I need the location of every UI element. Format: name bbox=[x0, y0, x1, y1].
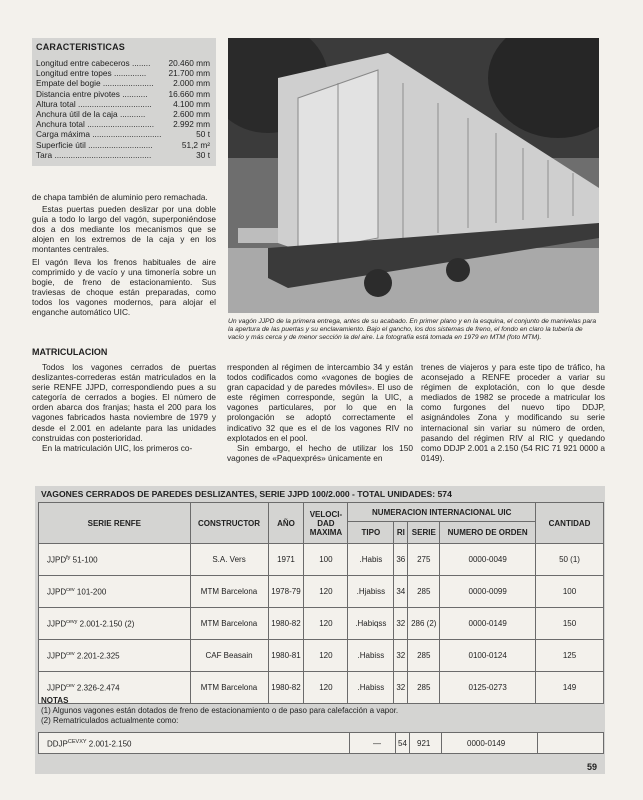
cell-velocidad: 120 bbox=[304, 608, 348, 640]
paragraph: En la matriculación UIC, los primeros co- bbox=[42, 442, 193, 453]
spec-rows bbox=[36, 58, 210, 160]
photo-caption: Un vagón JJPD de la primera entrega, antes de su acabado. En primer plano y en la esquina, el conjunto de manivelas para la apertura de las puertas y su enclavamiento. Bajo el gancho, los dos sistemas de freno, el fondo en claro la tubería de vacío y más cerca y de menor sección la del aire. La fotografía está tomada en 1979 en MTM (foto MTM). bbox=[228, 318, 597, 342]
cell-velocidad: 120 bbox=[304, 640, 348, 672]
spec-label: Altura total ................................ bbox=[36, 98, 152, 109]
note-line: (2) Rematriculados actualmente como: bbox=[41, 716, 179, 725]
cell-serie-uic: 285 bbox=[408, 640, 440, 672]
cell-tipo: .Hjabiss bbox=[348, 576, 394, 608]
renumbered-orden: 0000-0149 bbox=[467, 739, 506, 748]
cell-velocidad: 120 bbox=[304, 576, 348, 608]
cell-cantidad: 50 (1) bbox=[536, 544, 604, 576]
note-line: (1) Algunos vagones están dotados de freno de estacionamiento o de paso para calefacción a vapor. bbox=[41, 706, 399, 715]
paragraph: Todos los vagones cerrados de puertas deslizantes-correderas están matriculados en la serie RENFE JJPD, correspondiendo pues a su categoría de cerrados a bogies. El número de orden abarca dos franjas; hasta el 200 para los vagones fabricados hasta noviembre de 1979 y desde el 2.001 en adelante para las unidades construidas con posterioridad. bbox=[32, 362, 216, 443]
spec-row bbox=[36, 109, 210, 119]
cell-orden: 0125-0273 bbox=[440, 672, 536, 704]
cell-cantidad: 150 bbox=[536, 608, 604, 640]
spec-value: 2.600 mm bbox=[173, 109, 210, 120]
paragraph: Estas puertas pueden deslizar por una doble guía a todo lo largo del vagón, superponiéndose dos a dos mediante los mecanismos que se alojen en los extremos de la caja y en los montantes centrales. bbox=[32, 204, 216, 255]
paragraph: de chapa también de aluminio pero remachada. bbox=[32, 192, 208, 202]
cell-anio: 1980-81 bbox=[268, 640, 304, 672]
spec-label: Empate del bogie ...................... bbox=[36, 78, 154, 89]
cell-constructor: MTM Barcelona bbox=[190, 608, 268, 640]
spec-value: 51,2 m² bbox=[181, 139, 210, 150]
table-body bbox=[39, 544, 604, 704]
body-column-upper bbox=[32, 192, 216, 319]
table-row bbox=[39, 576, 604, 608]
spec-row bbox=[36, 78, 210, 88]
section-heading: MATRICULACION bbox=[32, 347, 108, 357]
cell-tipo: .Habis bbox=[348, 544, 394, 576]
spec-box bbox=[32, 38, 216, 166]
wagon-table bbox=[38, 502, 604, 704]
cell-ri: 34 bbox=[394, 576, 408, 608]
paragraph: rresponden al régimen de intercambio 34 y están todos codificados como «vagones de bogies de gran capacidad y de paredes móviles». El uso de este régimen corresponde, según la UIC, a vagones particulares, por lo que en la prolongación se adoptó correctamente el indicativo 32 que es el de los vagones RIV no explotados en el pool. bbox=[227, 362, 413, 443]
cell-velocidad: 120 bbox=[304, 672, 348, 704]
spec-row bbox=[36, 68, 210, 78]
cell-serie-uic: 285 bbox=[408, 672, 440, 704]
spec-value: 4.100 mm bbox=[173, 98, 210, 109]
spec-value: 2.992 mm bbox=[173, 119, 210, 130]
cell-serie: $JJPD^{cevy}$ 2.001-2.150 (2) bbox=[39, 608, 191, 640]
cell-cantidad: 100 bbox=[536, 576, 604, 608]
wagon-table-box bbox=[35, 486, 605, 774]
cell-orden: 0100-0124 bbox=[440, 640, 536, 672]
renumbered-serie: $DDJP^{CEVXY}$ 2.001-2.150 bbox=[47, 739, 132, 749]
spec-value: 30 t bbox=[196, 149, 210, 160]
cell-cantidad: 125 bbox=[536, 640, 604, 672]
matric-column-2 bbox=[227, 362, 413, 463]
cell-orden: 0000-0149 bbox=[440, 608, 536, 640]
cell-serie-uic: 285 bbox=[408, 576, 440, 608]
table-row bbox=[39, 608, 604, 640]
spec-label: Longitud entre cabeceros ........ bbox=[36, 58, 151, 68]
table-row bbox=[39, 640, 604, 672]
cell-anio: 1971 bbox=[268, 544, 304, 576]
spec-label: Anchura total ............................. bbox=[36, 119, 155, 130]
spec-row bbox=[36, 119, 210, 129]
matric-column-3 bbox=[421, 362, 605, 463]
header-velocidad: VELOCI-DAD MAXIMA bbox=[304, 503, 348, 544]
header-constructor: CONSTRUCTOR bbox=[190, 503, 268, 544]
spec-title: CARACTERISTICAS bbox=[36, 42, 126, 52]
spec-value: 16.660 mm bbox=[168, 88, 210, 99]
cell-anio: 1980-82 bbox=[268, 608, 304, 640]
spec-row bbox=[36, 150, 210, 160]
cell-anio: 1980-82 bbox=[268, 672, 304, 704]
cell-constructor: CAF Beasain bbox=[190, 640, 268, 672]
renumbered-tipo: — bbox=[373, 739, 381, 748]
wagon-photo bbox=[228, 38, 599, 313]
cell-serie-uic: 286 (2) bbox=[408, 608, 440, 640]
spec-label: Superficie útil ............................ bbox=[36, 139, 153, 150]
header-cantidad: CANTIDAD bbox=[536, 503, 604, 544]
spec-label: Longitud entre topes .............. bbox=[36, 68, 147, 79]
renumbered-serie-uic: 921 bbox=[417, 739, 431, 748]
header-orden: NUMERO DE ORDEN bbox=[440, 522, 536, 544]
table-row bbox=[39, 544, 604, 576]
cell-ri: 32 bbox=[394, 672, 408, 704]
spec-value: 20.460 mm bbox=[168, 58, 210, 68]
cell-tipo: .Habiss bbox=[348, 672, 394, 704]
cell-serie-uic: 275 bbox=[408, 544, 440, 576]
spec-label: Tara .......................................... bbox=[36, 149, 152, 160]
header-serie-uic: SERIE bbox=[408, 522, 440, 544]
cell-tipo: .Habiss bbox=[348, 640, 394, 672]
renumbered-row bbox=[38, 732, 604, 754]
notes-title: NOTAS bbox=[41, 696, 69, 705]
cell-cantidad: 149 bbox=[536, 672, 604, 704]
page-number: 59 bbox=[587, 762, 598, 772]
spec-label: Carga máxima .............................. bbox=[36, 129, 162, 140]
cell-serie: $JJPD^{cev}$ 101-200 bbox=[39, 576, 191, 608]
cell-orden: 0000-0099 bbox=[440, 576, 536, 608]
cell-tipo: .Habiqss bbox=[348, 608, 394, 640]
cell-constructor: MTM Barcelona bbox=[190, 672, 268, 704]
spec-row bbox=[36, 89, 210, 99]
spec-row bbox=[36, 129, 210, 139]
spec-label: Anchura útil de la caja ........... bbox=[36, 109, 146, 120]
cell-constructor: MTM Barcelona bbox=[190, 576, 268, 608]
header-numeracion: NUMERACION INTERNACIONAL UIC bbox=[348, 503, 536, 522]
header-ri: RI bbox=[394, 522, 408, 544]
spec-value: 2.000 mm bbox=[173, 78, 210, 89]
spec-row bbox=[36, 140, 210, 150]
notes bbox=[41, 696, 398, 726]
cell-ri: 32 bbox=[394, 608, 408, 640]
cell-orden: 0000-0049 bbox=[440, 544, 536, 576]
table-title: VAGONES CERRADOS DE PAREDES DESLIZANTES, SERIE JJPD 100/2.000 - TOTAL UNIDADES: 574 bbox=[41, 489, 452, 499]
spec-row bbox=[36, 58, 210, 68]
header-anio: AÑO bbox=[268, 503, 304, 544]
renumbered-ri: 54 bbox=[398, 739, 407, 748]
cell-anio: 1978-79 bbox=[268, 576, 304, 608]
cell-velocidad: 100 bbox=[304, 544, 348, 576]
cell-ri: 32 bbox=[394, 640, 408, 672]
spec-label: Distancia entre pivotes ........... bbox=[36, 88, 148, 99]
header-serie: SERIE RENFE bbox=[39, 503, 191, 544]
header-tipo: TIPO bbox=[348, 522, 394, 544]
spec-row bbox=[36, 99, 210, 109]
cell-serie: $JJPD^{fy}$ 51-100 bbox=[39, 544, 191, 576]
spec-value: 50 t bbox=[196, 129, 210, 140]
matric-column-1 bbox=[32, 362, 216, 453]
paragraph: trenes de viajeros y para este tipo de tráfico, ha aconsejado a RENFE proceder a variar su régimen de explotación, con lo que desde mediados de 1982 se procede a matricular los como furgones del nuevo tipo DDJP, asignándoles Zona y modificando su serie internacional sin variar su número de orden, pasando del régimen RIV al RIC y quedando como DDJP 2.001 a 2.150 (54 RIC 71 921 0000 a 0149). bbox=[421, 362, 605, 463]
cell-constructor: S.A. Vers bbox=[190, 544, 268, 576]
paragraph: El vagón lleva los frenos habituales de aire comprimido y de vacío y una timonería sobre un bogie, de freno de estacionamiento. Sus traviesas de choque están preparadas, como todos los vagones modernos, para alojar el enganche automático UIC. bbox=[32, 256, 216, 318]
spec-value: 21.700 mm bbox=[168, 68, 210, 79]
cell-serie: $JJPD^{cev}$ 2.326-2.474 bbox=[39, 672, 191, 704]
paragraph: Sin embargo, el hecho de utilizar los 150 vagones de «Paquexprés» únicamente en bbox=[227, 442, 413, 463]
cell-serie: $JJPD^{cev}$ 2.201-2.325 bbox=[39, 640, 191, 672]
cell-ri: 36 bbox=[394, 544, 408, 576]
